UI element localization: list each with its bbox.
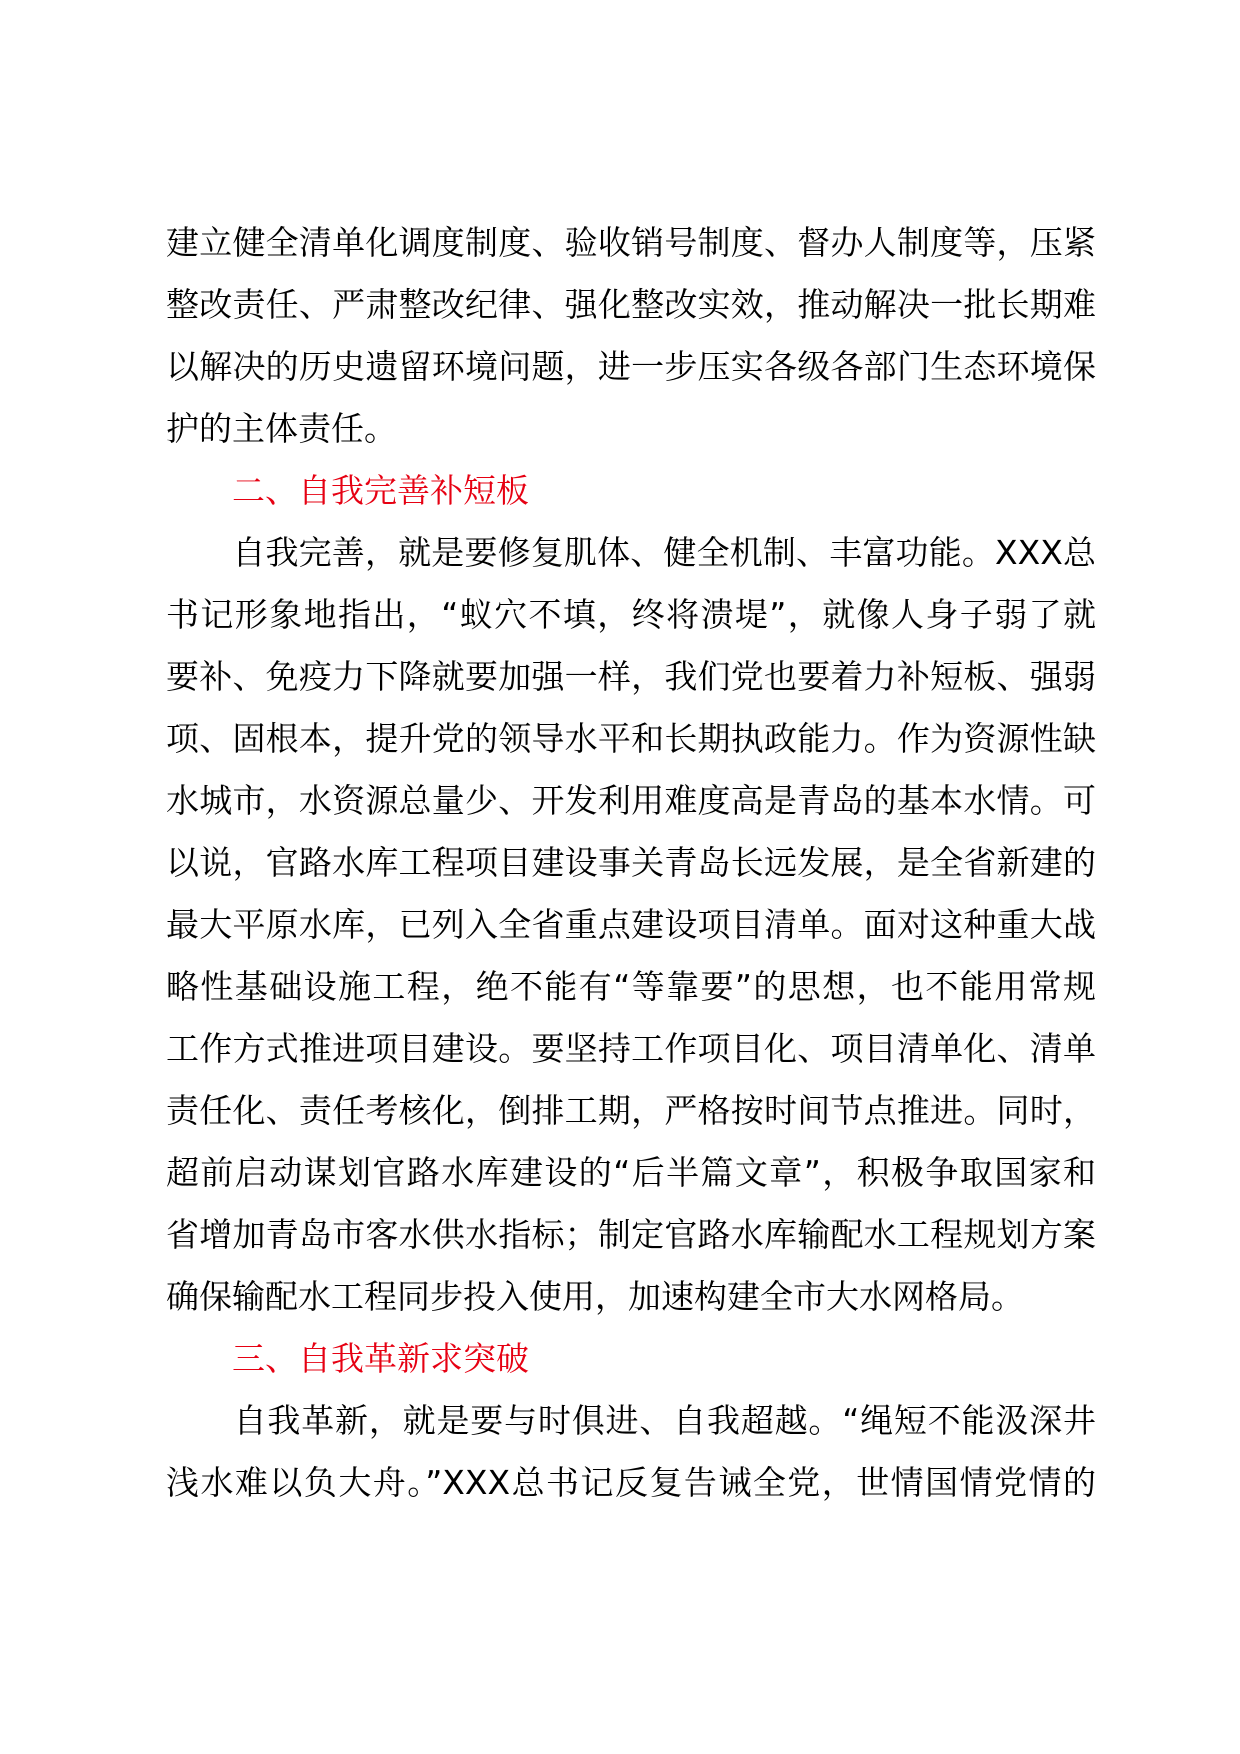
paragraph-line: 护的主体责任。 <box>166 409 397 448</box>
paragraph-line: 要补、免疫力下降就要加强一样，我们党也要着力补短板、强弱 <box>166 657 1096 696</box>
paragraph-line: 整改责任、严肃整改纪律、强化整改实效，推动解决一批长期难 <box>166 285 1096 324</box>
paragraph-line: 书记形象地指出，“蚁穴不填，终将溃堤”，就像人身子弱了就 <box>166 595 1096 634</box>
paragraph-line: 自我革新，就是要与时俱进、自我超越。“绳短不能汲深井 <box>166 1401 1096 1440</box>
section-heading: 二、自我完善补短板 <box>166 471 529 510</box>
paragraph-line: 以说，官路水库工程项目建设事关青岛长远发展，是全省新建的 <box>166 843 1096 882</box>
paragraph-line: 工作方式推进项目建设。要坚持工作项目化、项目清单化、清单 <box>166 1029 1096 1068</box>
paragraph-line: 以解决的历史遗留环境问题，进一步压实各级各部门生态环境保 <box>166 347 1096 386</box>
paragraph-line: 水城市，水资源总量少、开发利用难度高是青岛的基本水情。可 <box>166 781 1096 820</box>
paragraph-line: 略性基础设施工程，绝不能有“等靠要”的思想，也不能用常规 <box>166 967 1096 1006</box>
section-heading: 三、自我革新求突破 <box>166 1339 529 1378</box>
paragraph-line: 确保输配水工程同步投入使用，加速构建全市大水网格局。 <box>166 1277 1024 1316</box>
paragraph-line: 项、固根本，提升党的领导水平和长期执政能力。作为资源性缺 <box>166 719 1096 758</box>
paragraph-line: 建立健全清单化调度制度、验收销号制度、督办人制度等，压紧 <box>166 223 1096 262</box>
paragraph-line: 浅水难以负大舟。”XXX总书记反复告诫全党，世情国情党情的 <box>166 1463 1096 1502</box>
paragraph-line: 责任化、责任考核化，倒排工期，严格按时间节点推进。同时， <box>166 1091 1096 1130</box>
paragraph-line: 最大平原水库，已列入全省重点建设项目清单。面对这种重大战 <box>166 905 1096 944</box>
paragraph-line: 自我完善，就是要修复肌体、健全机制、丰富功能。XXX总 <box>166 533 1096 572</box>
paragraph-line: 超前启动谋划官路水库建设的“后半篇文章”，积极争取国家和 <box>166 1153 1096 1192</box>
paragraph-line: 省增加青岛市客水供水指标；制定官路水库输配水工程规划方案 <box>166 1215 1096 1254</box>
